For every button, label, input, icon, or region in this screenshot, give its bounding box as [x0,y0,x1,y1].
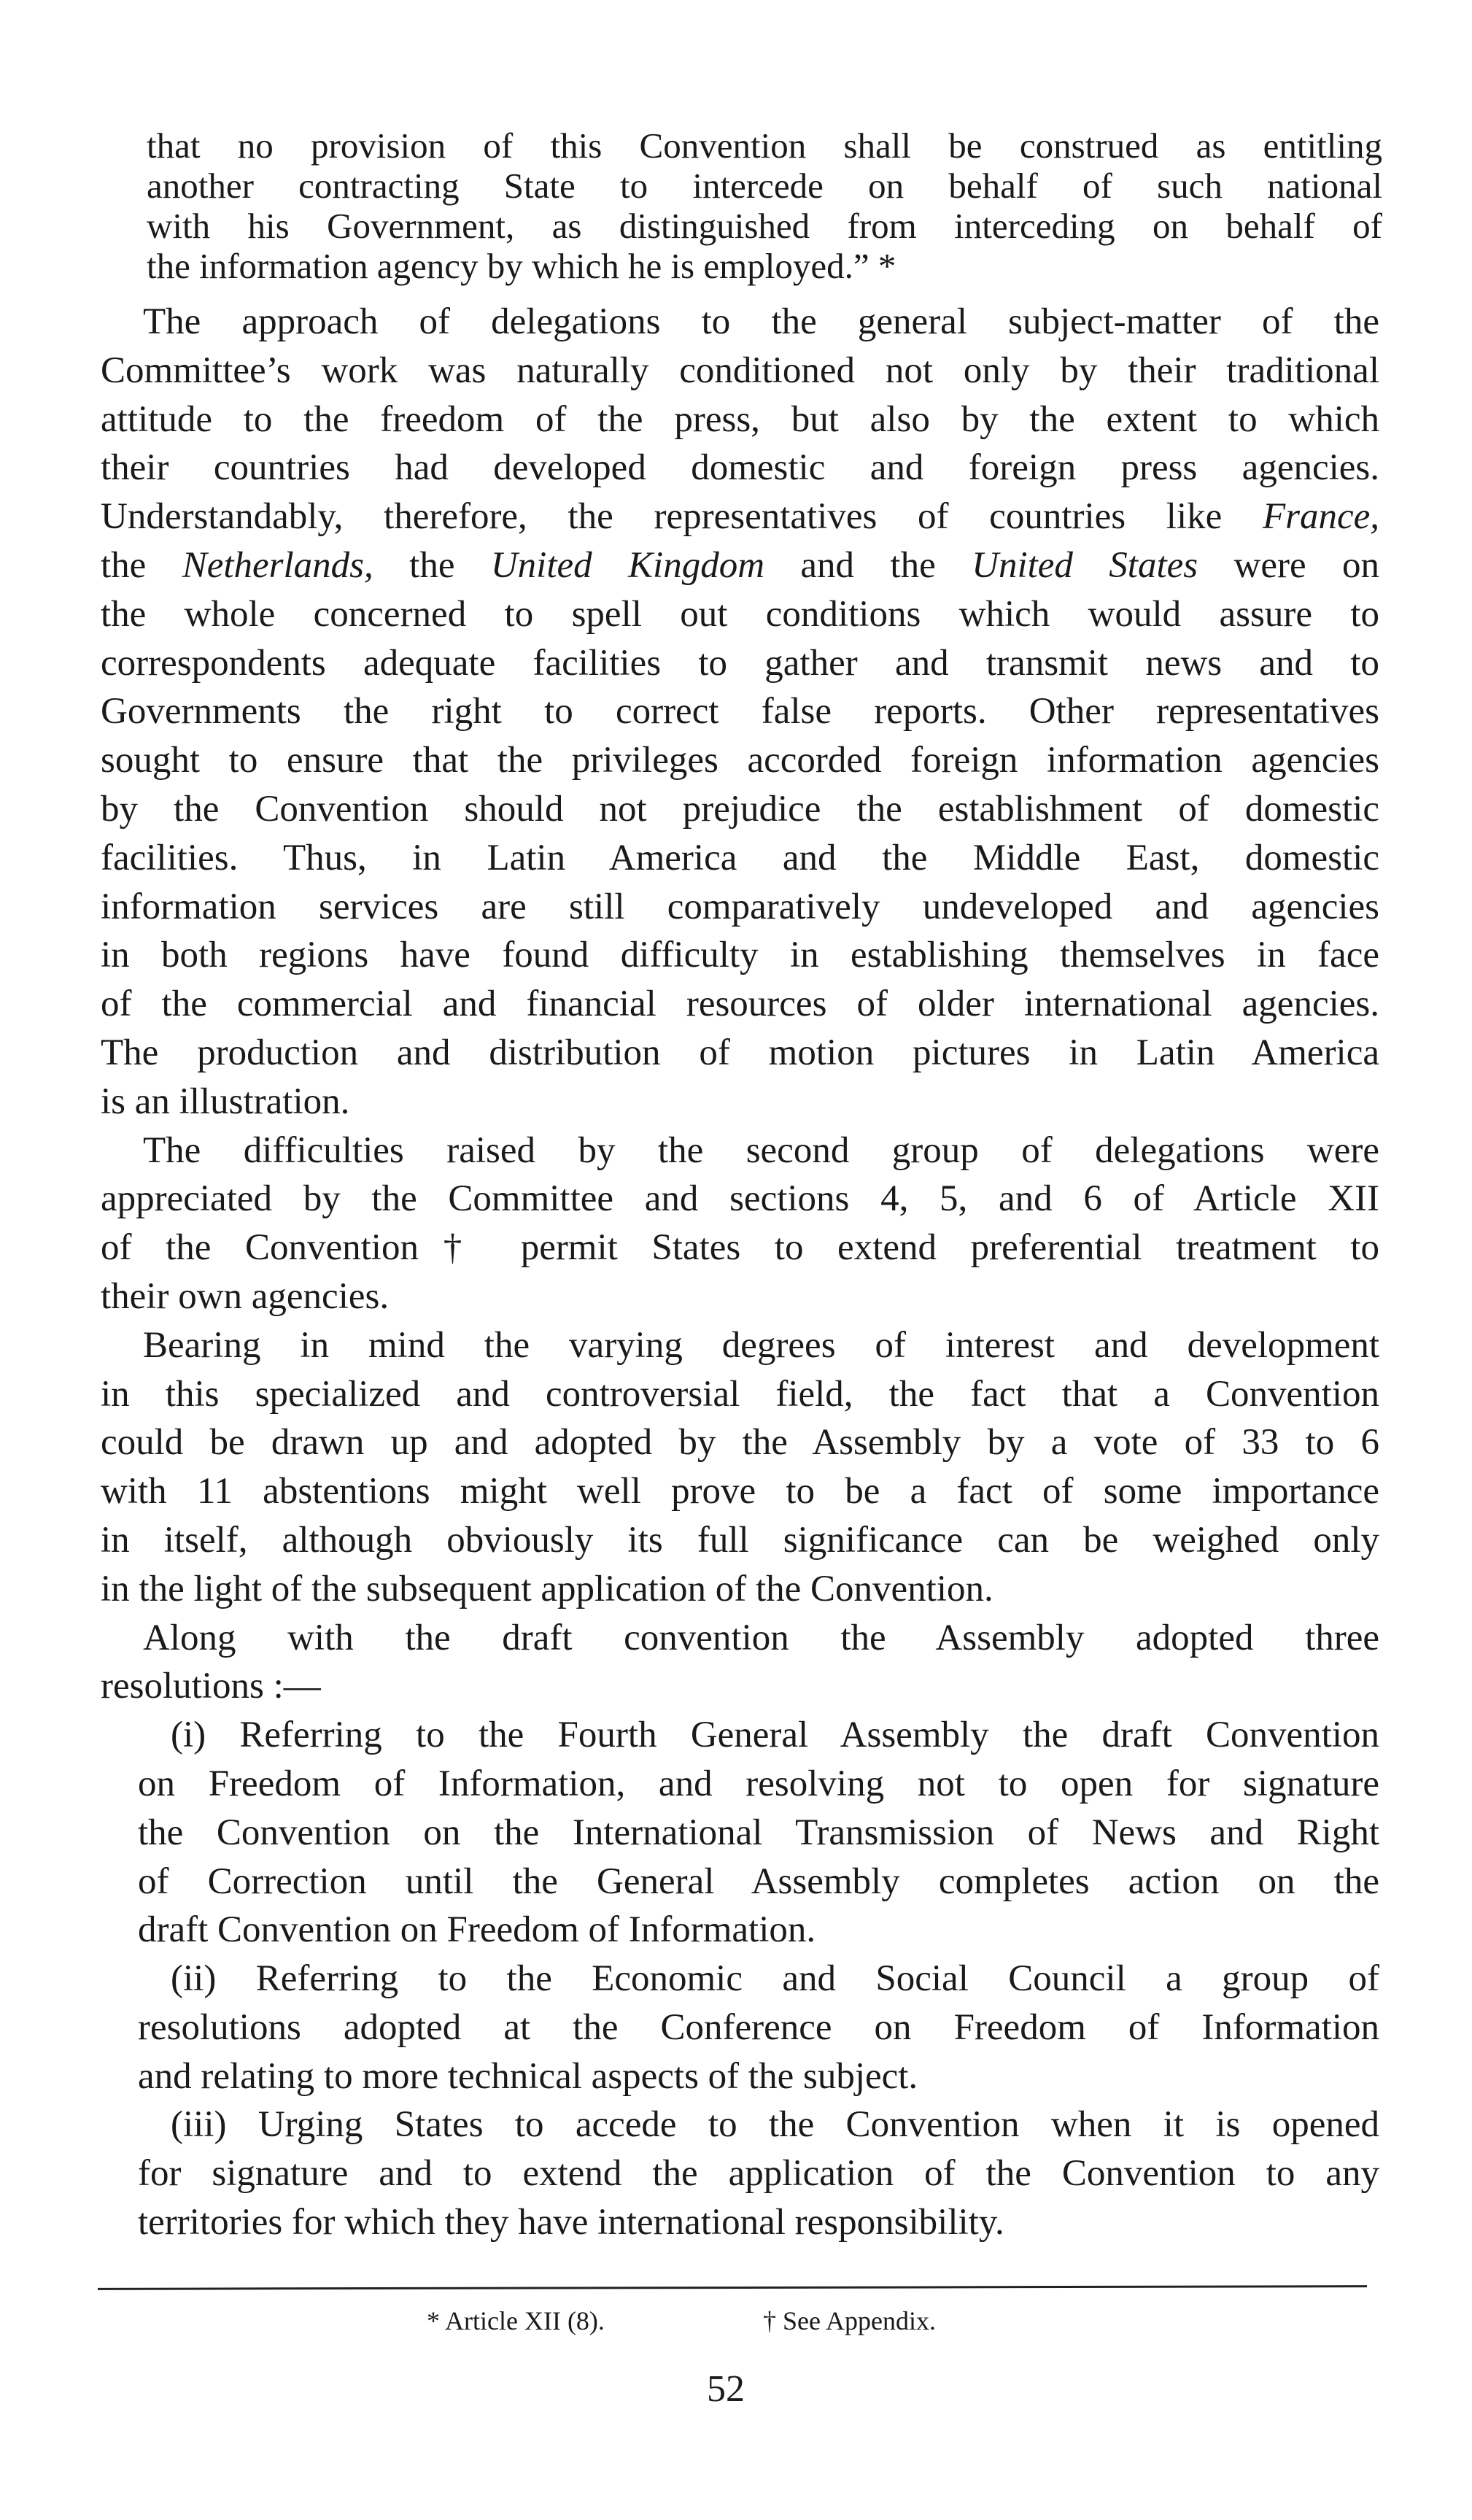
paragraph [101,298,1379,1126]
text-line: (ii) Referring to the Economic and Social Council a group of [171,1958,1379,2000]
text-line: The difficulties raised by the second group of delegations were [143,1129,1379,1171]
page-number: 52 [707,2368,745,2410]
footnote-article-xii: * Article XII (8). [427,2306,605,2335]
text-line: (i) Referring to the Fourth General Assembly the draft Convention [171,1715,1379,1756]
block-quote [147,125,1382,286]
text-line: with 11 abstentions might well prove to be a fact of some importance [101,1471,1379,1512]
text-line: resolutions :— [101,1666,321,1707]
text-line: that no provision of this Convention shall be construed as entitling [147,125,1382,166]
text-line: information services are still comparatively undeveloped and agencies [101,886,1379,927]
text-segment: Understandably, therefore, the representatives of countries like [101,496,1263,538]
text-line: of the Convention† permit States to extend preferential treatment to [101,1227,1379,1269]
resolution-item [101,1955,1379,2100]
text-line: with his Government, as distinguished from interceding on behalf of [147,206,1382,246]
text-line: draft Convention on Freedom of Information. [138,1909,816,1951]
italic-country-name: United Kingdom [490,544,765,586]
text-line: The approach of delegations to the general subject-matter of the [143,301,1379,342]
resolution-item [101,1711,1379,1955]
text-line: Bearing in mind the varying degrees of interest and development [143,1324,1379,1366]
text-line: could be drawn up and adopted by the Assembly by a vote of 33 to 6 [101,1422,1379,1464]
text-line: appreciated by the Committee and sections 4, 5, and 6 of Article XII [101,1178,1379,1220]
text-line: the Convention on the International Transmission of News and Right [138,1812,1379,1853]
text-line: in itself, although obviously its full significance can be weighed only [101,1519,1379,1561]
text-line: in this specialized and controversial field, the fact that a Convention [101,1373,1379,1415]
text-line: The production and distribution of motion pictures in Latin America [101,1032,1379,1073]
paragraph [101,1321,1379,1614]
text-line: resolutions adopted at the Conference on Freedom of Information [138,2006,1379,2048]
text-segment: the [373,544,491,586]
text-line: Committee’s work was naturally conditioned not only by their traditional [101,349,1379,391]
text-line: in both regions have found difficulty in establishing themselves in face [101,935,1379,976]
paragraph [101,1126,1379,1321]
text-line: territories for which they have international responsibility. [138,2202,1004,2243]
text-line: correspondents adequate facilities to gather and transmit news and to [101,642,1379,684]
text-line [101,541,1379,590]
text-line: Governments the right to correct false reports. Other representatives [101,691,1379,733]
text-line: their countries had developed domestic and foreign press agencies. [101,447,1379,489]
body-text [101,298,1379,2247]
text-line: sought to ensure that the privileges accorded foreign information agencies [101,740,1379,781]
text-segment: the [101,544,182,586]
footnote-divider [98,2285,1367,2290]
text-line: is an illustration. [101,1081,350,1122]
text-line: of the commercial and financial resources of older international agencies. [101,983,1379,1025]
text-line: facilities. Thus, in Latin America and the Middle East, domestic [101,837,1379,878]
resolution-item [101,2100,1379,2246]
italic-country-name: United States [972,544,1198,586]
text-line: the whole concerned to spell out conditions which would assure to [101,593,1379,635]
text-line: by the Convention should not prejudice the establishment of domestic [101,788,1379,830]
text-line: on Freedom of Information, and resolving not to open for signature [138,1763,1379,1804]
text-line: of Correction until the General Assembly completes action on the [138,1860,1379,1902]
text-line [101,492,1379,541]
text-line: (iii) Urging States to accede to the Convention when it is opened [171,2104,1379,2146]
text-line: attitude to the freedom of the press, but also by the extent to which [101,398,1379,440]
text-line: the information agency by which he is employed.” * [147,246,896,286]
text-segment: were on [1198,544,1379,586]
paragraph [101,1614,1379,1712]
footnote-see-appendix: † See Appendix. [763,2306,936,2335]
text-line: in the light of the subsequent application of the Convention. [101,1568,993,1609]
text-line: and relating to more technical aspects of the subject. [138,2055,918,2097]
text-segment: and the [764,544,972,586]
text-line: another contracting State to intercede on behalf of such national [147,166,1382,206]
italic-country-name: Netherlands, [182,544,373,586]
text-line: Along with the draft convention the Assembly adopted three [143,1617,1379,1658]
text-line: their own agencies. [101,1275,390,1317]
italic-country-name: France, [1262,496,1379,538]
text-line: for signature and to extend the application of the Convention to any [138,2153,1379,2195]
